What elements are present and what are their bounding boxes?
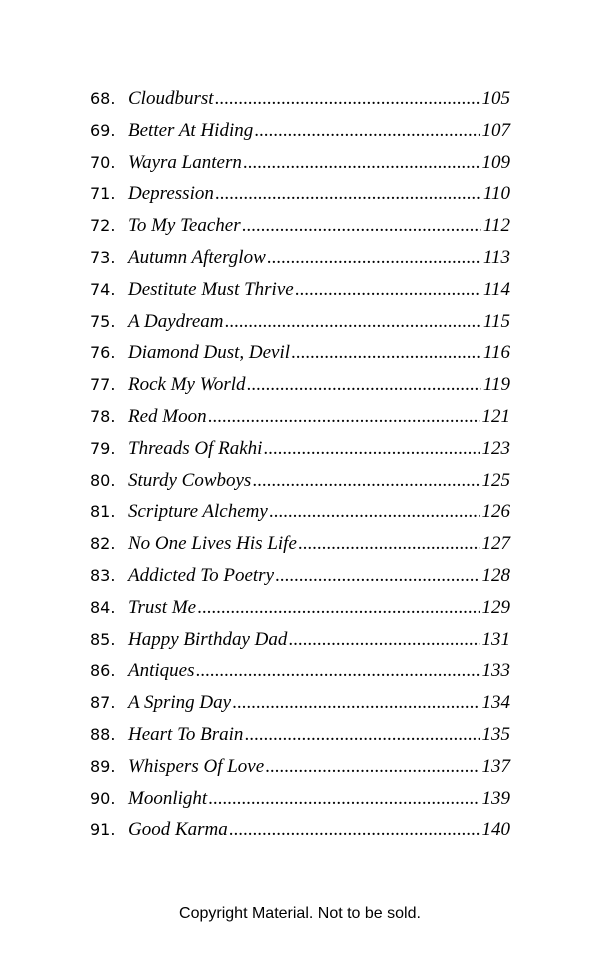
dot-leader xyxy=(196,660,480,682)
dot-leader xyxy=(243,152,480,174)
entry-page-number: 137 xyxy=(481,755,510,777)
entry-page-number: 113 xyxy=(482,246,510,268)
entry-title: Moonlight xyxy=(128,787,208,809)
entry-page-number: 115 xyxy=(482,310,510,332)
entry-number: 80. xyxy=(90,470,116,490)
toc-entry xyxy=(90,152,510,184)
dot-leader xyxy=(295,279,481,301)
toc-entry xyxy=(90,279,510,311)
toc-entry xyxy=(90,342,510,374)
entry-title: Trust Me xyxy=(128,596,197,618)
entry-number: 81. xyxy=(90,502,116,522)
entry-title: Addicted To Poetry xyxy=(128,564,274,586)
entry-page-number: 116 xyxy=(482,342,510,364)
entry-title: No One Lives His Life xyxy=(128,533,297,555)
entry-number: 87. xyxy=(90,693,116,713)
entry-page-number: 128 xyxy=(481,564,510,586)
entry-number: 83. xyxy=(90,565,116,585)
entry-title: Scripture Alchemy xyxy=(128,501,268,523)
dot-leader xyxy=(267,247,481,269)
entry-number: 70. xyxy=(90,152,116,172)
toc-entry xyxy=(90,501,510,533)
entry-title: Happy Birthday Dad xyxy=(128,628,288,650)
entry-title: Heart To Brain xyxy=(128,723,244,745)
dot-leader xyxy=(242,215,481,237)
entry-number: 91. xyxy=(90,820,116,840)
entry-number: 89. xyxy=(90,756,116,776)
entry-number: 78. xyxy=(90,406,116,426)
dot-leader xyxy=(291,342,481,364)
entry-title: Rock My World xyxy=(128,374,246,396)
toc-entry xyxy=(90,597,510,629)
entry-page-number: 139 xyxy=(481,787,510,809)
entry-page-number: 121 xyxy=(481,405,510,427)
entry-title: A Spring Day xyxy=(128,692,232,714)
entry-title: Threads Of Rakhi xyxy=(128,437,263,459)
dot-leader xyxy=(298,533,480,555)
entry-page-number: 125 xyxy=(481,469,510,491)
dot-leader xyxy=(197,597,479,619)
entry-number: 86. xyxy=(90,661,116,681)
entry-title: Wayra Lantern xyxy=(128,151,242,173)
entry-number: 68. xyxy=(90,89,116,108)
dot-leader xyxy=(265,756,479,778)
toc-entry xyxy=(90,756,510,788)
entry-page-number: 135 xyxy=(481,723,510,745)
toc-entry xyxy=(90,183,510,215)
entry-page-number: 112 xyxy=(482,215,510,237)
entry-page-number: 140 xyxy=(481,819,510,841)
entry-number: 84. xyxy=(90,597,116,617)
toc-entry xyxy=(90,533,510,565)
entry-title: Depression xyxy=(128,183,214,205)
entry-title: Autumn Afterglow xyxy=(128,246,266,268)
entry-page-number: 109 xyxy=(481,151,510,173)
entry-page-number: 133 xyxy=(481,660,510,682)
dot-leader xyxy=(288,629,479,651)
toc-entry xyxy=(90,565,510,597)
toc-entry xyxy=(90,311,510,343)
dot-leader xyxy=(208,406,480,428)
toc-entry xyxy=(90,438,510,470)
entry-page-number: 107 xyxy=(481,119,510,141)
toc-entry xyxy=(90,374,510,406)
entry-title: Sturdy Cowboys xyxy=(128,469,252,491)
toc-entry xyxy=(90,788,510,820)
entry-title: Diamond Dust, Devil xyxy=(128,342,291,364)
entry-page-number: 129 xyxy=(481,596,510,618)
toc-entry xyxy=(90,629,510,661)
toc-entry xyxy=(90,819,510,851)
table-of-contents xyxy=(90,88,510,851)
dot-leader xyxy=(215,88,480,110)
dot-leader xyxy=(269,501,480,523)
entry-number: 76. xyxy=(90,343,116,363)
entry-number: 73. xyxy=(90,247,116,267)
copyright-footer: Copyright Material. Not to be sold. xyxy=(179,905,421,922)
toc-entry xyxy=(90,692,510,724)
toc-entry xyxy=(90,470,510,502)
entry-title: To My Teacher xyxy=(128,215,241,237)
entry-number: 85. xyxy=(90,629,116,649)
dot-leader xyxy=(254,120,479,142)
toc-entry xyxy=(90,120,510,152)
dot-leader xyxy=(247,374,481,396)
dot-leader xyxy=(225,311,481,333)
entry-page-number: 134 xyxy=(481,692,510,714)
entry-page-number: 114 xyxy=(482,278,510,300)
entry-page-number: 127 xyxy=(481,533,510,555)
entry-title: Antiques xyxy=(128,660,195,682)
entry-number: 74. xyxy=(90,279,116,299)
entry-number: 79. xyxy=(90,438,116,458)
entry-page-number: 131 xyxy=(481,628,510,650)
dot-leader xyxy=(244,724,479,746)
entry-page-number: 110 xyxy=(482,183,510,205)
entry-title: Good Karma xyxy=(128,819,228,841)
dot-leader xyxy=(215,183,481,205)
dot-leader xyxy=(275,565,480,587)
entry-number: 90. xyxy=(90,788,116,808)
toc-entry xyxy=(90,88,510,120)
dot-leader xyxy=(252,470,479,492)
entry-number: 75. xyxy=(90,311,116,331)
entry-page-number: 105 xyxy=(481,88,510,109)
entry-title: Destitute Must Thrive xyxy=(128,278,294,300)
toc-entry xyxy=(90,247,510,279)
entry-title: Red Moon xyxy=(128,405,207,427)
entry-title: Whispers Of Love xyxy=(128,755,265,777)
entry-number: 69. xyxy=(90,120,116,140)
entry-title: Better At Hiding xyxy=(128,119,254,141)
entry-number: 71. xyxy=(90,184,116,204)
dot-leader xyxy=(232,692,479,714)
entry-number: 72. xyxy=(90,216,116,236)
toc-entry xyxy=(90,660,510,692)
entry-number: 82. xyxy=(90,534,116,554)
dot-leader xyxy=(229,819,480,841)
dot-leader xyxy=(263,438,479,460)
toc-entry xyxy=(90,724,510,756)
entry-page-number: 119 xyxy=(482,374,510,396)
entry-number: 77. xyxy=(90,375,116,395)
toc-entry xyxy=(90,215,510,247)
toc-entry xyxy=(90,406,510,438)
dot-leader xyxy=(208,788,479,810)
entry-title: A Daydream xyxy=(128,310,224,332)
entry-title: Cloudburst xyxy=(128,88,214,109)
entry-number: 88. xyxy=(90,724,116,744)
entry-page-number: 126 xyxy=(481,501,510,523)
entry-page-number: 123 xyxy=(481,437,510,459)
